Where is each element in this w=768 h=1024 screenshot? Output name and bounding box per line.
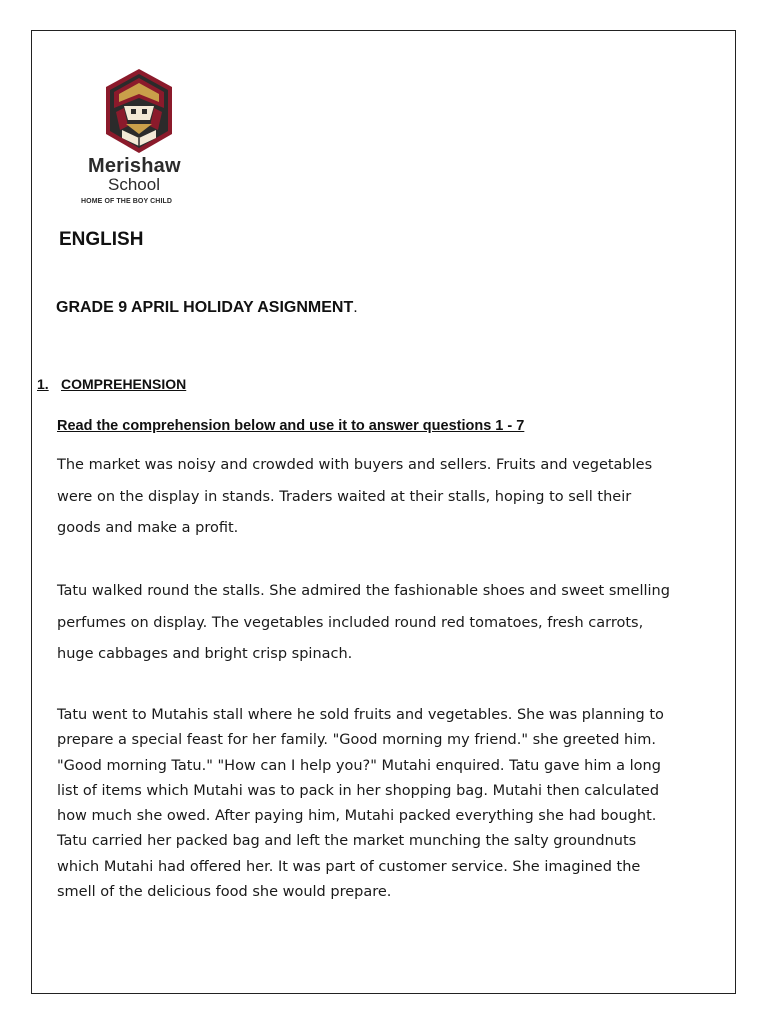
paragraph-line: list of items which Mutahi was to pack in her shopping bag. Mutahi then calculated [57, 782, 660, 799]
section-number: 1. [37, 376, 49, 392]
paragraph-line: how much she owed. After paying him, Mutahi packed everything she had bought. [57, 808, 657, 825]
paragraph-line: perfumes on display. The vegetables included round red tomatoes, fresh carrots, [57, 614, 644, 631]
paragraph-line: Tatu went to Mutahis stall where he sold fruits and vegetables. She was planning to [57, 707, 664, 723]
lion-crest-icon [104, 68, 174, 154]
school-type: School [108, 175, 160, 194]
school-tagline: HOME OF THE BOY CHILD [81, 198, 173, 205]
instruction-text: Read the comprehension below and use it to answer questions 1 - 7 [57, 418, 525, 434]
school-name: Merishaw [88, 155, 181, 177]
paragraph-line: were on the display in stands. Traders waited at their stalls, hoping to sell their [57, 488, 632, 505]
school-logo [80, 68, 190, 154]
paragraph-line: Tatu walked round the stalls. She admired the fashionable shoes and sweet smelling [57, 583, 670, 599]
paragraph-line: huge cabbages and bright crisp spinach. [57, 646, 353, 662]
paragraph-line: which Mutahi had offered her. It was part of customer service. She imagined the [57, 858, 641, 875]
paragraph-line: The market was noisy and crowded with buyers and sellers. Fruits and vegetables [57, 457, 653, 473]
paragraph-1 [57, 450, 697, 545]
paragraph-2 [57, 576, 697, 671]
subject-heading: ENGLISH [59, 229, 144, 250]
assignment-title-suffix: . [353, 299, 358, 316]
assignment-title [56, 299, 358, 317]
paragraph-line: "Good morning Tatu." "How can I help you?" Mutahi enquired. Tatu gave him a long [57, 757, 661, 774]
assignment-title-text: GRADE 9 APRIL HOLIDAY ASIGNMENT [56, 299, 354, 316]
paragraph-line: prepare a special feast for her family. "Good morning my friend." she greeted him. [57, 732, 656, 749]
paragraph-line: smell of the delicious food she would prepare. [57, 884, 392, 901]
paragraph-line: Tatu carried her packed bag and left the market munching the salty groundnuts [57, 833, 637, 850]
section-title: COMPREHENSION [61, 376, 187, 392]
paragraph-line: goods and make a profit. [57, 520, 239, 536]
paragraph-3 [57, 703, 697, 905]
